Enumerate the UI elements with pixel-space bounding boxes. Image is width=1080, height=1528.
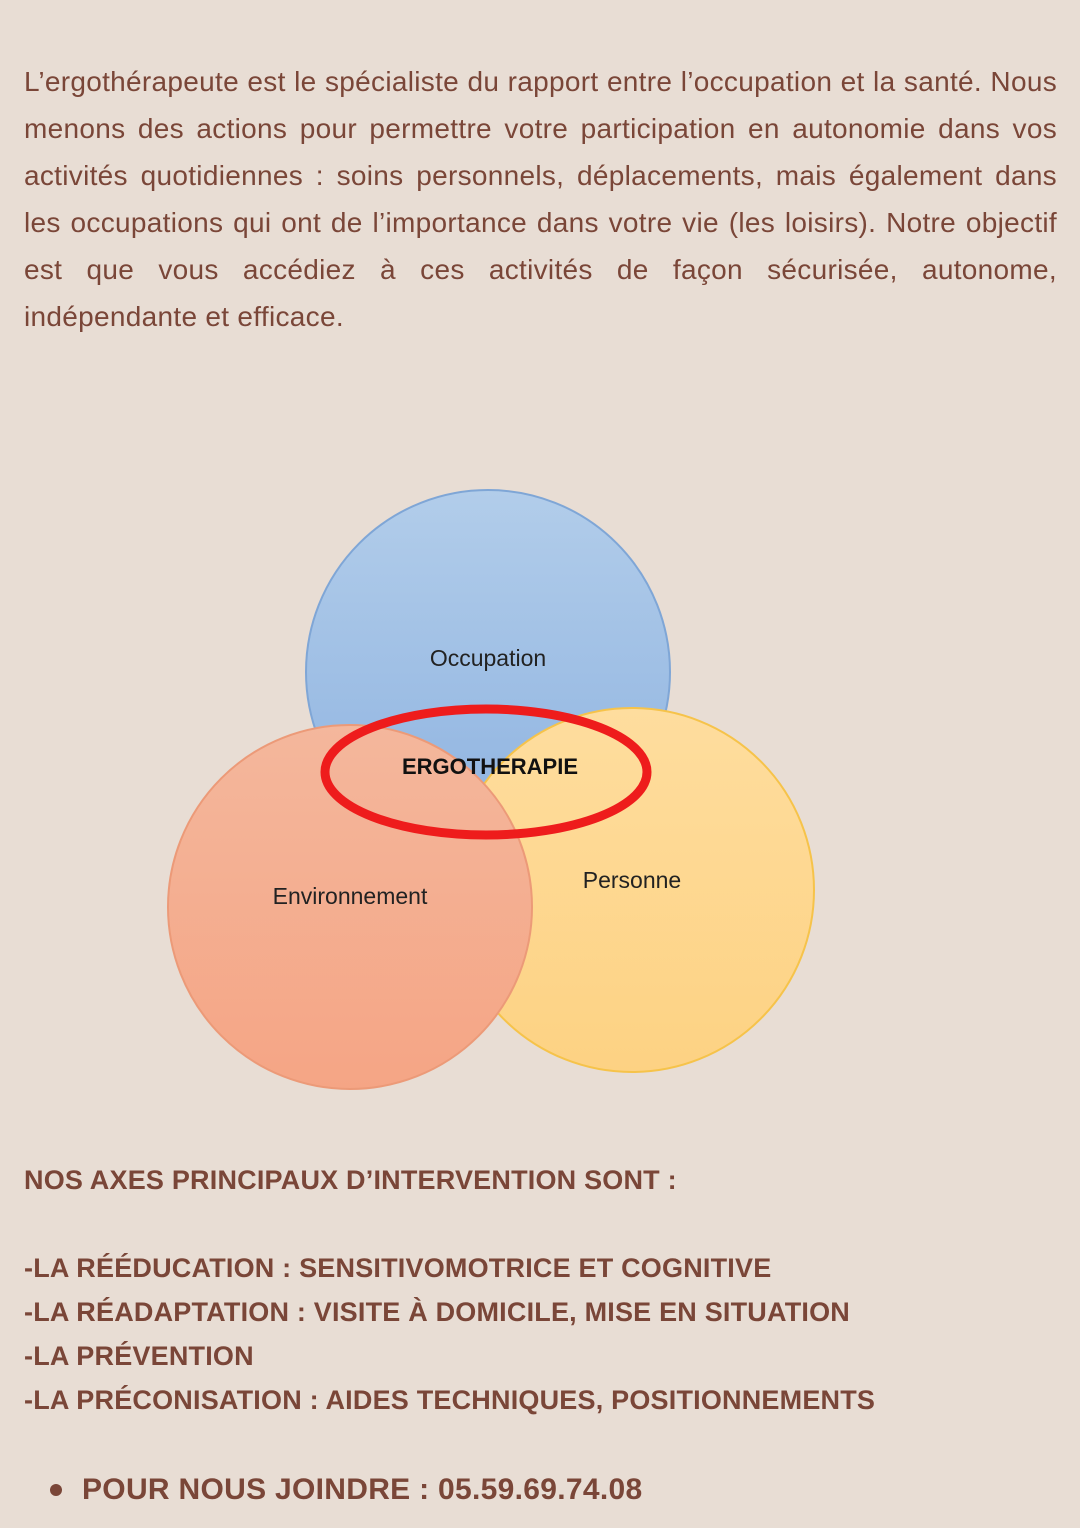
axes-heading: NOS AXES PRINCIPAUX D’INTERVENTION SONT : xyxy=(24,1165,677,1195)
bullet-icon xyxy=(50,1484,62,1496)
venn-diagram xyxy=(160,480,830,1100)
axis-item: -LA PRÉCONISATION : AIDES TECHNIQUES, POSITIONNEMENTS xyxy=(24,1385,876,1415)
axis-item: -LA PRÉVENTION xyxy=(24,1341,254,1371)
occupation-label: Occupation xyxy=(429,645,547,671)
contact-line xyxy=(50,1468,642,1512)
ergotherapie-label: ERGOTHERAPIE xyxy=(401,754,579,779)
intro-paragraph: L’ergothérapeute est le spécialiste du rapport entre l’occupation et la santé. Nous menons des actions pour permettre votre participation en autonomie dans vos activités quotidiennes : soins personnels, déplacements, mais également dans les occupations qui ont de l’importance dans votre vie (les loisirs). Notre objectif est que vous accédiez à ces activités de façon sécurisée, autonome, indépendante et efficace. xyxy=(24,66,1057,332)
personne-label: Personne xyxy=(582,867,682,893)
environnement-label: Environnement xyxy=(272,883,428,909)
axis-item: -LA RÉÉDUCATION : SENSITIVOMOTRICE ET COGNITIVE xyxy=(24,1253,772,1283)
contact-text: POUR NOUS JOINDRE : 05.59.69.74.08 xyxy=(82,1473,643,1506)
intervention-axes-section xyxy=(24,1158,1064,1422)
axis-item: -LA RÉADAPTATION : VISITE À DOMICILE, MISE EN SITUATION xyxy=(24,1297,850,1327)
